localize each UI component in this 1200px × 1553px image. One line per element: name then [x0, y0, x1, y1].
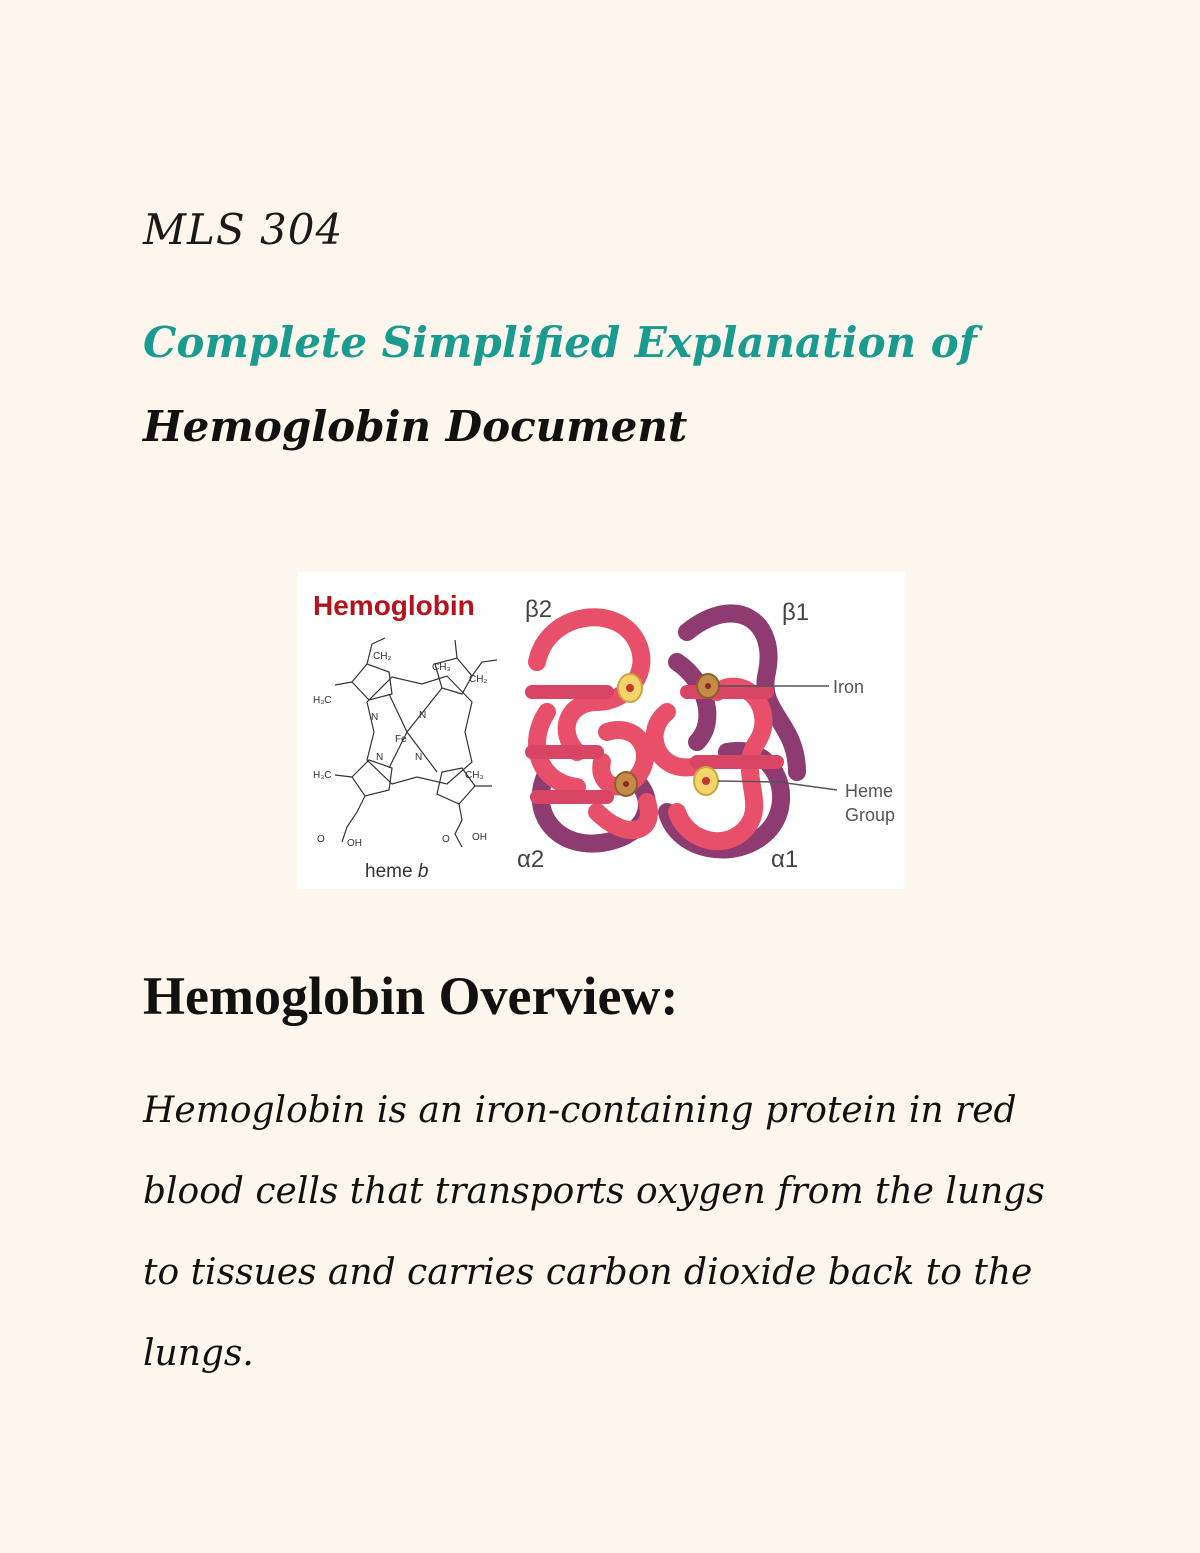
- chain-label-beta1: β1: [782, 599, 810, 626]
- chem-label: N: [415, 752, 423, 763]
- document-title: Hemoglobin Document: [143, 402, 688, 451]
- chem-label: CH₃: [432, 662, 451, 673]
- protein-structure: [532, 613, 837, 849]
- heme-callout-line1: Heme: [845, 781, 894, 801]
- hemoglobin-figure: [297, 572, 905, 889]
- chem-label: OH: [347, 838, 362, 849]
- overview-body: Hemoglobin is an iron-containing protein in red blood cells that transports oxygen from the lungs to tissues and carries carbon dioxide back to the lungs.: [143, 1090, 1045, 1374]
- chem-label: N: [376, 752, 384, 763]
- chem-label: H₃C: [313, 695, 332, 706]
- chem-label: N: [419, 710, 427, 721]
- molecule-caption: heme b: [365, 861, 429, 882]
- chem-label: O: [442, 834, 450, 845]
- heme-callout-line2: Group: [845, 805, 896, 825]
- chem-label: OH: [472, 832, 487, 843]
- chem-label: O: [317, 834, 325, 845]
- figure-heading: Hemoglobin: [313, 590, 475, 621]
- chain-label-alpha2: α2: [517, 846, 545, 873]
- document-subtitle: Complete Simplified Explanation of: [143, 318, 977, 367]
- chem-label: CH₃: [465, 770, 484, 781]
- chem-label: CH₂: [469, 674, 488, 685]
- chem-label: H₃C: [313, 770, 332, 781]
- iron-callout: Iron: [833, 677, 865, 697]
- chem-label: Fe: [395, 734, 407, 745]
- heme-b-molecule: [335, 638, 497, 847]
- overview-heading: Hemoglobin Overview:: [143, 966, 679, 1026]
- course-code: MLS 304: [143, 205, 344, 254]
- chem-label: N: [371, 712, 379, 723]
- chem-label: CH₂: [373, 651, 392, 662]
- chain-label-beta2: β2: [525, 596, 553, 623]
- chain-label-alpha1: α1: [771, 846, 799, 873]
